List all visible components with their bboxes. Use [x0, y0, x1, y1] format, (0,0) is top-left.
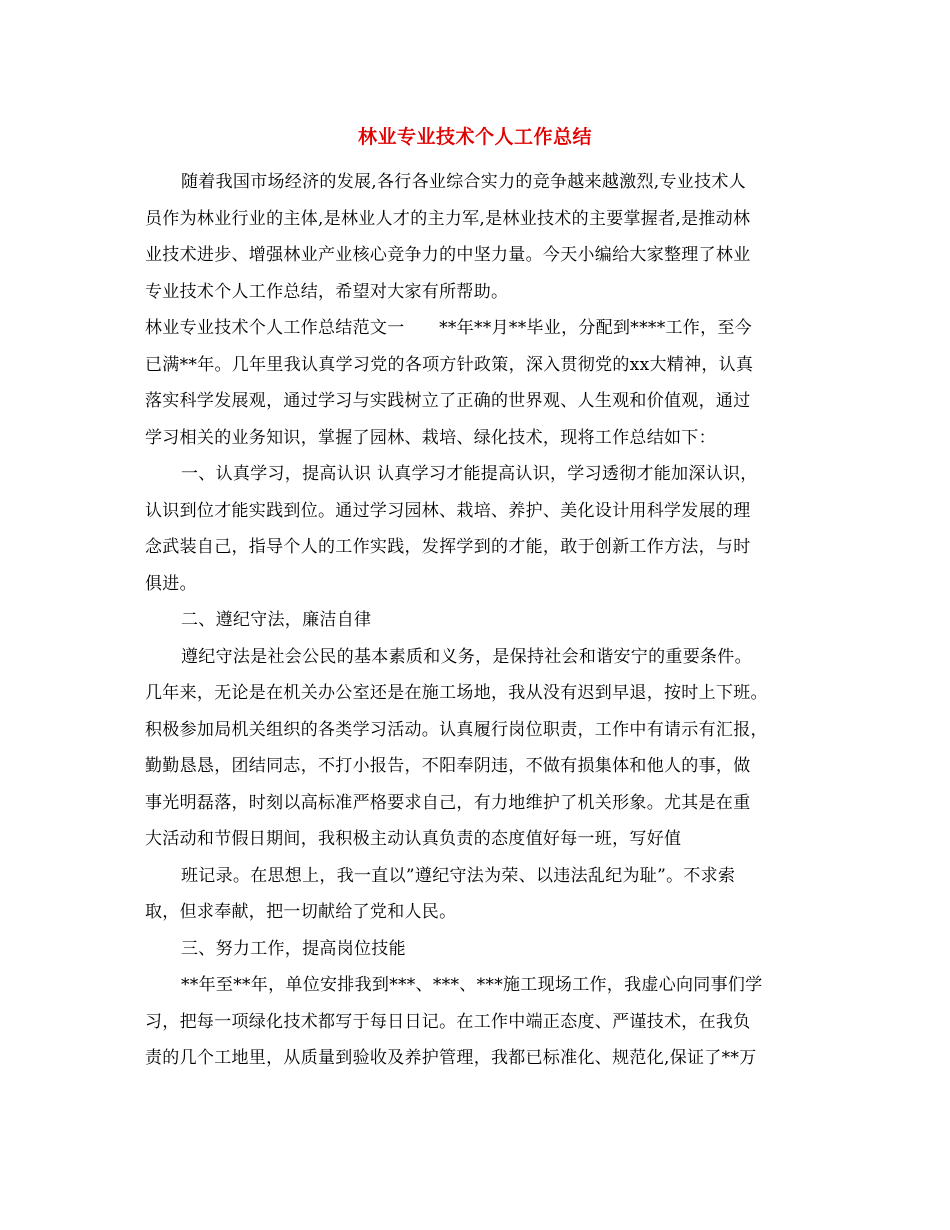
- text-line: 员作为林业行业的主体,是林业人才的主力军,是林业技术的主要掌握者,是推动林: [145, 208, 751, 229]
- document-title: 林业专业技术个人工作总结: [357, 126, 592, 148]
- text-line: 业技术进步、增强林业产业核心竞争力的中坚力量。今天小编给大家整理了林业: [145, 245, 751, 265]
- text-line: 落实科学发展观，通过学习与实践树立了正确的世界观、人生观和价值观，通过: [145, 391, 751, 411]
- text-line: 林业专业技术个人工作总结范文一 **年**月**毕业，分配到****工作，至今: [145, 318, 752, 338]
- text-line: 勤勤恳恳，团结同志，不打小报告，不阳奉阴违，不做有损集体和他人的事，做: [145, 756, 751, 776]
- text-line: 遵纪守法是社会公民的基本素质和义务，是保持社会和谐安宁的重要条件。: [181, 646, 752, 667]
- text-line: 念武装自己，指导个人的工作实践，发挥学到的才能，敢于创新工作方法，与时: [145, 537, 751, 557]
- text-line: 二、遵纪守法，廉洁自律: [181, 610, 372, 630]
- text-line: 认识到位才能实践到位。通过学习园林、栽培、养护、美化设计用科学发展的理: [145, 500, 751, 521]
- text-line: 三、努力工作，提高岗位技能: [181, 938, 406, 959]
- text-line: 责的几个工地里，从质量到验收及养护管理，我都已标准化、规范化,保证了**万: [145, 1048, 757, 1068]
- text-line: 班记录。在思想上，我一直以”遵纪守法为荣、以违法乱纪为耻”。不求索: [181, 865, 736, 886]
- text-line: 随着我国市场经济的发展,各行各业综合实力的竞争越来越激烈,专业技术人: [181, 172, 747, 192]
- text-line: 习，把每一项绿化技术都写于每日日记。在工作中端正态度、严谨技术，在我负: [145, 1011, 751, 1032]
- text-line: 取，但求奉献，把一切献给了党和人民。: [145, 902, 457, 922]
- text-line: 积极参加局机关组织的各类学习活动。认真履行岗位职责，工作中有请示有汇报，: [145, 719, 768, 740]
- text-line: 事光明磊落，时刻以高标准严格要求自己，有力地维护了机关形象。尤其是在重: [145, 792, 751, 813]
- text-line: 大活动和节假日期间，我积极主动认真负责的态度值好每一班，写好值: [145, 829, 682, 849]
- text-line: 一、认真学习，提高认识 认真学习才能提高认识，学习透彻才能加深认识，: [181, 464, 758, 484]
- text-line: 已满**年。几年里我认真学习党的各项方针政策，深入贯彻党的xx大精神，认真: [145, 354, 754, 375]
- text-line: **年至**年，单位安排我到***、***、***施工现场工作，我虚心向同事们学: [181, 975, 763, 995]
- text-line: 俱进。: [145, 573, 197, 594]
- document-body: [145, 164, 805, 1077]
- text-line: 学习相关的业务知识，掌握了园林、栽培、绿化技术，现将工作总结如下：: [145, 427, 716, 448]
- text-line: 专业技术个人工作总结，希望对大家有所帮助。: [145, 281, 509, 302]
- text-line: 几年来，无论是在机关办公室还是在施工场地，我从没有迟到早退，按时上下班。: [145, 683, 768, 703]
